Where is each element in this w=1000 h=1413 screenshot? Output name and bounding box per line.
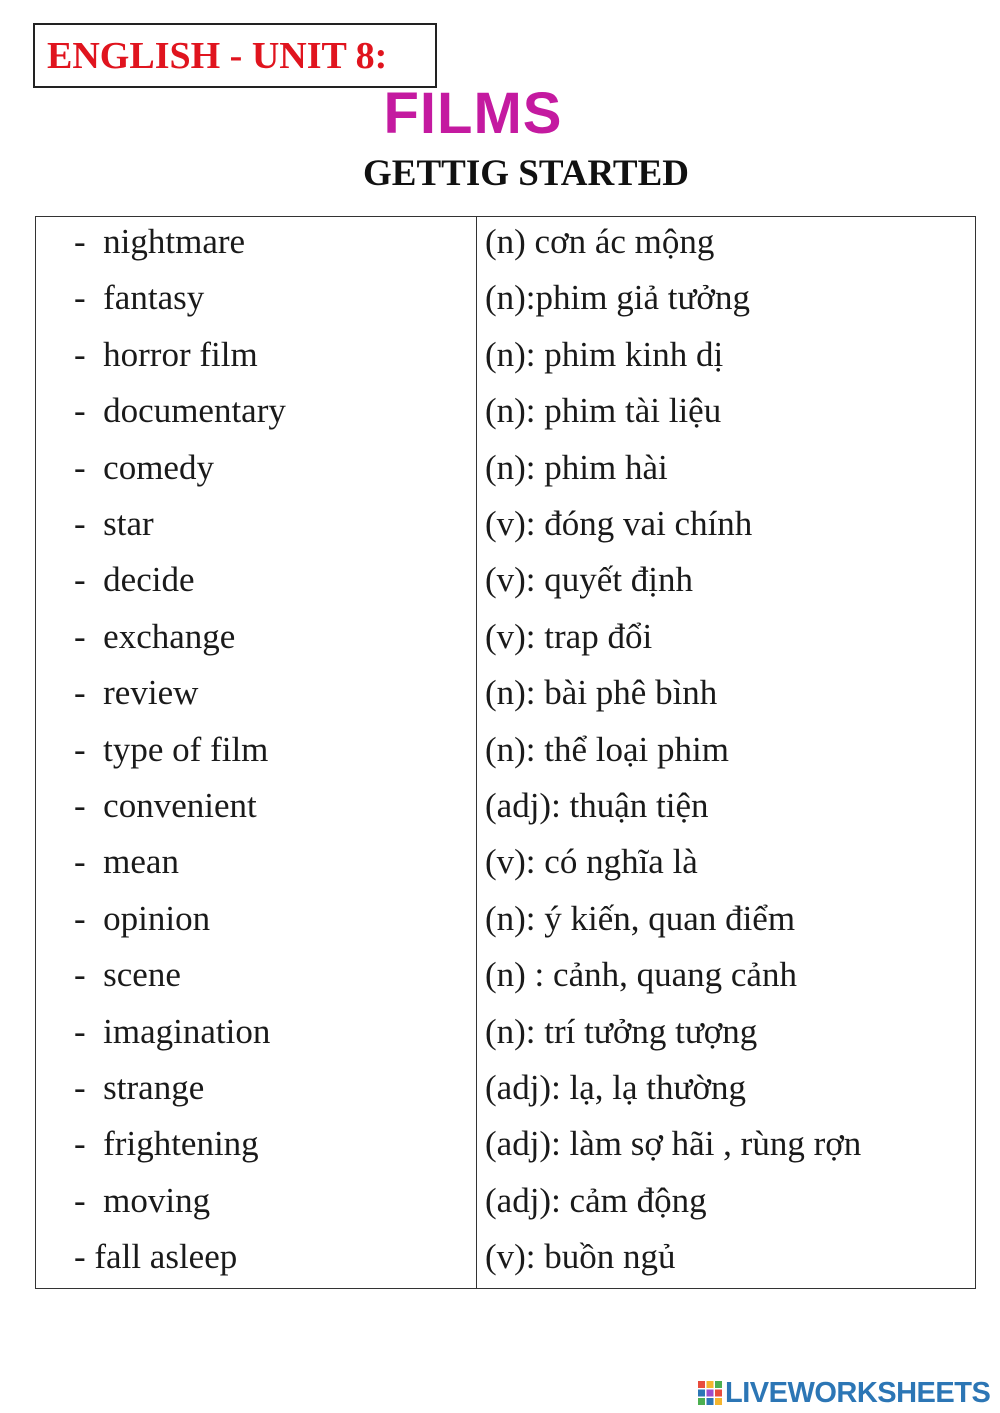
vocab-row xyxy=(36,386,975,442)
vocab-term: - frightening xyxy=(74,1124,259,1164)
vocab-row xyxy=(36,330,975,386)
vocab-term: - nightmare xyxy=(74,222,246,261)
vocab-meaning: (v): đóng vai chính xyxy=(485,504,753,543)
vocab-term: - convenient xyxy=(74,786,257,825)
vocab-term: - opinion xyxy=(74,898,211,938)
vocab-row xyxy=(36,612,975,668)
page-title: FILMS xyxy=(383,81,563,146)
vocab-term: - moving xyxy=(74,1180,211,1220)
vocab-term: - documentary xyxy=(74,391,286,431)
vocab-term: - fantasy xyxy=(74,278,205,318)
vocab-meaning: (n): phim hài xyxy=(485,447,668,487)
vocab-meaning: (adj): cảm động xyxy=(485,1180,707,1220)
vocab-term: - decide xyxy=(74,560,195,600)
liveworksheets-logo-icon xyxy=(697,1380,723,1406)
vocab-row xyxy=(36,1176,975,1232)
vocab-row xyxy=(36,1232,975,1288)
vocab-term: - type of film xyxy=(74,729,269,769)
vocab-term: - exchange xyxy=(74,616,236,656)
vocab-meaning: (adj): làm sợ hãi , rùng rợn xyxy=(485,1124,862,1164)
vocab-meaning: (n) : cảnh, quang cảnh xyxy=(485,955,797,995)
section-subtitle: GETTIG STARTED xyxy=(363,153,689,194)
vocab-term: - imagination xyxy=(74,1011,271,1051)
vocab-meaning: (n): bài phê bình xyxy=(485,673,718,713)
vocab-row xyxy=(36,1063,975,1119)
vocab-row xyxy=(36,837,975,893)
vocab-meaning: (n): phim kinh dị xyxy=(485,334,724,374)
vocab-term: - strange xyxy=(74,1068,205,1107)
vocab-meaning: (v): trap đổi xyxy=(485,616,653,656)
vocab-meaning: (v): buồn ngủ xyxy=(485,1237,676,1277)
vocab-term: - comedy xyxy=(74,447,214,487)
vocab-term: - star xyxy=(74,504,154,543)
vocab-row xyxy=(36,499,975,555)
vocab-row xyxy=(36,443,975,499)
vocab-row xyxy=(36,1119,975,1175)
vocab-term: - scene xyxy=(74,955,181,995)
logo-text: LIVEWORKSHEETS xyxy=(725,1376,991,1409)
unit-label-box xyxy=(33,23,437,88)
vocab-row xyxy=(36,894,975,950)
vocab-meaning: (n): trí tưởng tượng xyxy=(485,1011,758,1051)
vocab-meaning: (v): có nghĩa là xyxy=(485,842,698,882)
vocab-meaning: (n) cơn ác mộng xyxy=(485,222,715,261)
vocab-term: - review xyxy=(74,673,199,713)
vocab-meaning: (adj): thuận tiện xyxy=(485,786,709,825)
vocabulary-table xyxy=(35,216,976,1289)
vocab-meaning: (v): quyết định xyxy=(485,560,694,600)
vocab-meaning: (adj): lạ, lạ thường xyxy=(485,1068,747,1107)
vocab-meaning: (n): phim tài liệu xyxy=(485,391,722,431)
vocab-row xyxy=(36,781,975,837)
vocab-term: - mean xyxy=(74,842,179,882)
unit-label: ENGLISH - UNIT 8: xyxy=(47,34,388,77)
vocab-meaning: (n): ý kiến, quan điểm xyxy=(485,898,796,938)
vocab-row xyxy=(36,950,975,1006)
vocab-meaning: (n): thể loại phim xyxy=(485,729,729,769)
vocab-term: - horror film xyxy=(74,334,258,374)
vocab-row xyxy=(36,668,975,724)
vocab-meaning: (n):phim giả tưởng xyxy=(485,278,750,318)
vocab-row xyxy=(36,555,975,611)
vocab-term: - fall asleep xyxy=(74,1237,238,1277)
vocab-row xyxy=(36,217,975,273)
liveworksheets-logo xyxy=(697,1375,990,1411)
vocab-row xyxy=(36,273,975,329)
vocab-row xyxy=(36,725,975,781)
vocab-row xyxy=(36,1007,975,1063)
